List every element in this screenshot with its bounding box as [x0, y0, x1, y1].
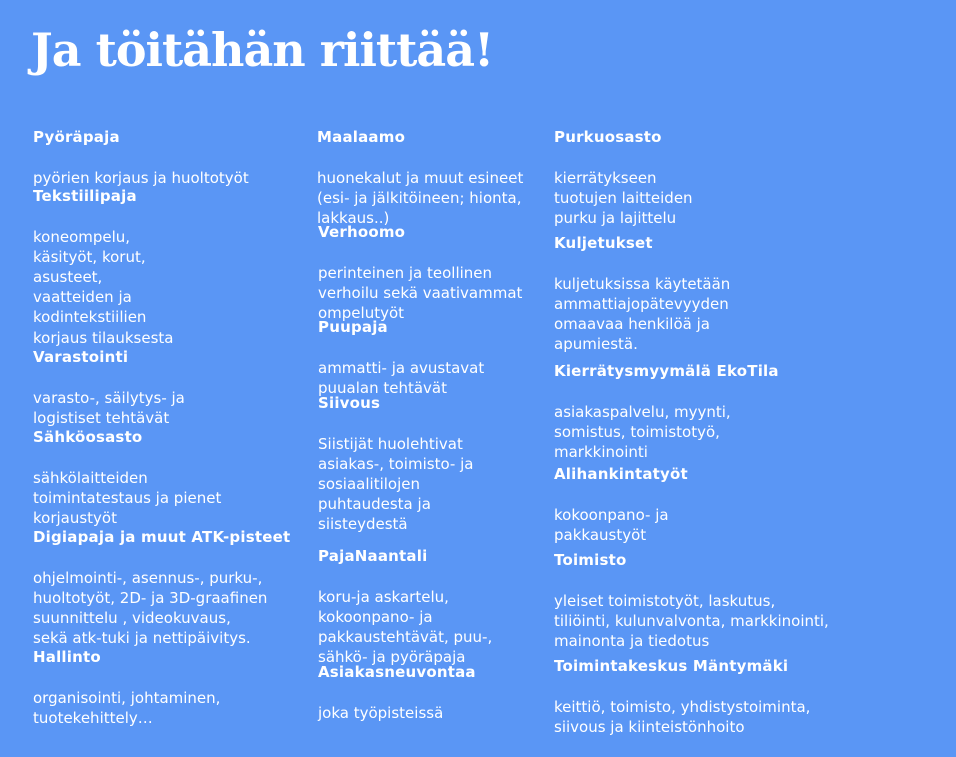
section-hallinto [33, 627, 220, 748]
section-description: joka työpisteissä [318, 703, 444, 722]
section-description: koneompelu, käsityöt, korut, asusteet, vaatteiden ja kodintekstiilien korjaus tilauksesta [33, 227, 174, 347]
page-title: Ja töitähän riittää! [31, 23, 494, 77]
section-description: asiakaspalvelu, myynti, somistus, toimistotyö, markkinointi [554, 402, 731, 462]
section-description: pyörien korjaus ja huoltotyöt [33, 168, 249, 187]
section-heading: Digiapaja ja muut ATK-pisteet [33, 528, 291, 547]
section-description: ammatti- ja avustavat puualan tehtävät [318, 358, 485, 397]
section-heading: PajaNaantali [318, 547, 428, 566]
section-description: koru-ja askartelu, kokoonpano- ja pakkaustehtävät, puu-, sähkö- ja pyöräpaja [318, 587, 493, 667]
section-description: perinteinen ja teollinen verhoilu sekä vaativammat ompelutyöt [318, 263, 523, 323]
section-description: keittiö, toimisto, yhdistystoiminta, siivous ja kiinteistönhoito [554, 697, 811, 736]
section-description: kokoonpano- ja pakkaustyöt [554, 505, 669, 544]
section-heading: Purkuosasto [554, 128, 662, 147]
section-heading: Hallinto [33, 648, 101, 667]
section-description: Siistijät huolehtivat asiakas-, toimisto- ja sosiaalitilojen puhtaudesta ja siisteydestä [318, 434, 474, 534]
section-heading: Kuljetukset [554, 234, 653, 253]
section-heading: Alihankintatyöt [554, 465, 688, 484]
section-heading: Pyöräpaja [33, 128, 120, 147]
section-heading: Sähköosasto [33, 428, 143, 447]
section-heading: Puupaja [318, 318, 388, 337]
section-description: varasto-, säilytys- ja logistiset tehtävät [33, 388, 185, 427]
section-heading: Toimintakeskus Mäntymäki [554, 657, 789, 676]
section-asiakasneuvontaa [318, 642, 476, 743]
section-description: yleiset toimistotyöt, laskutus, tiliöinti, kulunvalvonta, markkinointi, mainonta ja tiedotus [554, 591, 829, 651]
section-heading: Maalaamo [317, 128, 406, 147]
section-heading: Toimisto [554, 551, 627, 570]
section-heading: Siivous [318, 394, 381, 413]
section-description: ohjelmointi-, asennus-, purku-, huoltotyöt, 2D- ja 3D-graafinen suunnittelu , videokuvaus, sekä atk-tuki ja nettipäivitys. [33, 568, 268, 648]
section-description: organisointi, johtaminen, tuotekehittely… [33, 688, 221, 727]
section-heading: Kierrätysmyymälä EkoTila [554, 362, 779, 381]
section-heading: Asiakasneuvontaa [318, 663, 476, 682]
section-description: sähkölaitteiden toimintatestaus ja pienet korjaustyöt [33, 468, 222, 528]
section-description: kierrätykseen tuotujen laitteiden purku ja lajittelu [554, 168, 693, 228]
section-description: huonekalut ja muut esineet (esi- ja jälkitöineen; hionta, lakkaus..) [317, 168, 524, 228]
section-heading: Verhoomo [318, 223, 406, 242]
section-description: kuljetuksissa käytetään ammattiajopätevyyden omaavaa henkilöä ja apumiestä. [554, 274, 731, 354]
section-toimintakeskus-mantymaki [554, 636, 810, 757]
section-heading: Varastointi [33, 348, 129, 367]
section-heading: Tekstiilipaja [33, 187, 137, 206]
